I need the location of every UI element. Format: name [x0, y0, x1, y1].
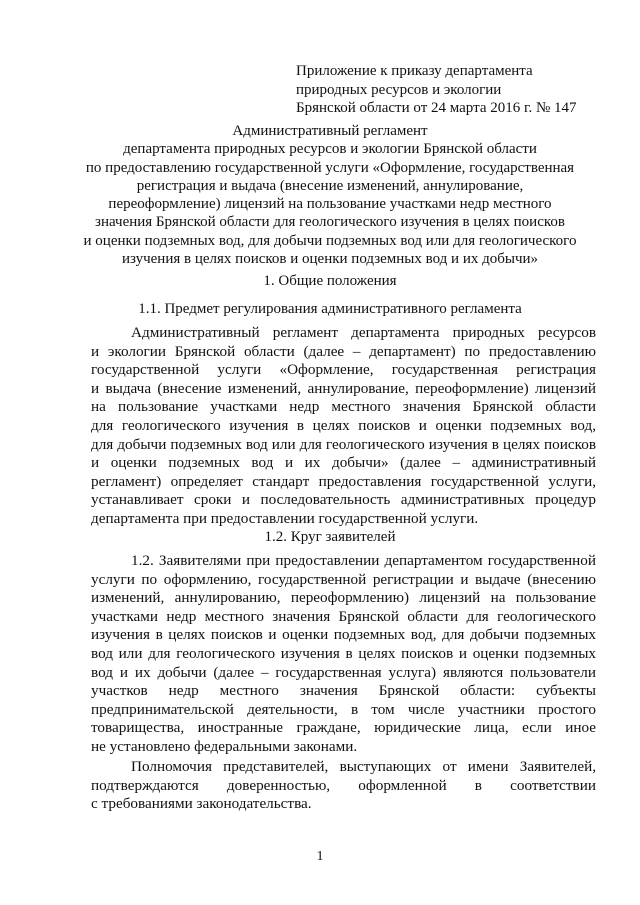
subsection-heading-subject: 1.1. Предмет регулирования административного регламента: [138, 301, 522, 317]
paragraph-line: изменений, аннулированию, переоформлению) лицензий на пользование: [91, 589, 596, 607]
paragraph-line: вод или для геологического изучения в целях поисков и оценки подземных: [91, 644, 596, 662]
paragraph-line: с требованиями законодательства.: [91, 795, 312, 813]
title-line: изучения в целях поисков и оценки подземных вод и их добычи»: [121, 251, 539, 268]
title-line: регистрация и выдача (внесение изменений, аннулирование,: [136, 177, 524, 194]
paragraph-line: государственной услуги «Оформление, государственная регистрация: [91, 361, 596, 379]
subsection-heading-applicants: 1.2. Круг заявителей: [264, 529, 396, 545]
paragraph-line: на пользование участками недр местного значения Брянской области: [91, 398, 596, 416]
paragraph-applicants: [91, 552, 596, 757]
paragraph-line: не установлено федеральными законами.: [91, 737, 358, 755]
paragraph-line: участками недр местного значения Брянской области для геологического: [91, 607, 596, 625]
paragraph-line: для геологического изучения в целях поисков и оценки подземных вод,: [91, 416, 596, 434]
paragraph-line: участков недр местного значения Брянской области: субъекты: [91, 682, 596, 700]
title-line: значения Брянской области для геологического изучения в целях поисков: [95, 214, 565, 231]
paragraph-line: Административный регламент департамента природных ресурсов: [131, 324, 596, 341]
paragraph-line: устанавливает сроки и последовательность административных процедур: [91, 491, 596, 509]
paragraph-subject: [91, 324, 596, 529]
section-heading-general: 1. Общие положения: [263, 273, 397, 289]
title-line: и оценки подземных вод, для добычи подземных вод или для геологического: [83, 232, 577, 249]
page-number: 1: [316, 849, 324, 864]
paragraph-line: и экологии Брянской области (далее – департамент) по предоставлению: [91, 342, 596, 360]
title-line: Административный регламент: [232, 123, 428, 139]
paragraph-line: департамента при предоставлении государственной услуги.: [91, 509, 479, 527]
appendix-line: Приложение к приказу департамента: [296, 63, 533, 79]
paragraph-line: изучения в целях поисков и оценки подземных вод, для добычи подземных: [91, 626, 596, 644]
document-title: [60, 122, 600, 268]
paragraph-line: товарищества, иностранные граждане, юридические лица, если иное: [91, 719, 596, 737]
paragraph-line: 1.2. Заявителями при предоставлении департаментом государственной: [131, 552, 596, 569]
appendix-header: [296, 62, 616, 118]
appendix-line: Брянской области от 24 марта 2016 г. № 147: [296, 100, 577, 116]
title-line: департамента природных ресурсов и экологии Брянской области: [123, 141, 537, 158]
paragraph-line: для добычи подземных вод или для геологического изучения в целях поисков: [91, 435, 596, 453]
paragraph-line: услуги по оформлению, государственной регистрации и выдаче (внесению: [91, 570, 596, 588]
paragraph-line: и оценки подземных вод и их добычи» (далее – административный: [91, 454, 596, 472]
paragraph-line: предпринимательской деятельности, в том числе участники простого: [91, 700, 596, 718]
paragraph-representatives: [91, 758, 596, 814]
title-line: переоформление) лицензий на пользование участками недр местного: [108, 196, 552, 213]
appendix-line: природных ресурсов и экологии: [296, 81, 502, 98]
paragraph-line: подтверждаются доверенностью, оформленной в соответствии: [91, 776, 596, 794]
paragraph-line: вод и их добычи (далее – государственная услуга) являются пользователи: [91, 663, 596, 681]
paragraph-line: и выдача (внесение изменений, аннулирование, переоформление) лицензий: [91, 379, 596, 397]
title-line: по предоставлению государственной услуги «Оформление, государственная: [85, 159, 575, 176]
paragraph-line: регламент) определяет стандарт предоставления государственной услуги,: [91, 472, 596, 490]
paragraph-line: Полномочия представителей, выступающих от имени Заявителей,: [131, 758, 596, 775]
